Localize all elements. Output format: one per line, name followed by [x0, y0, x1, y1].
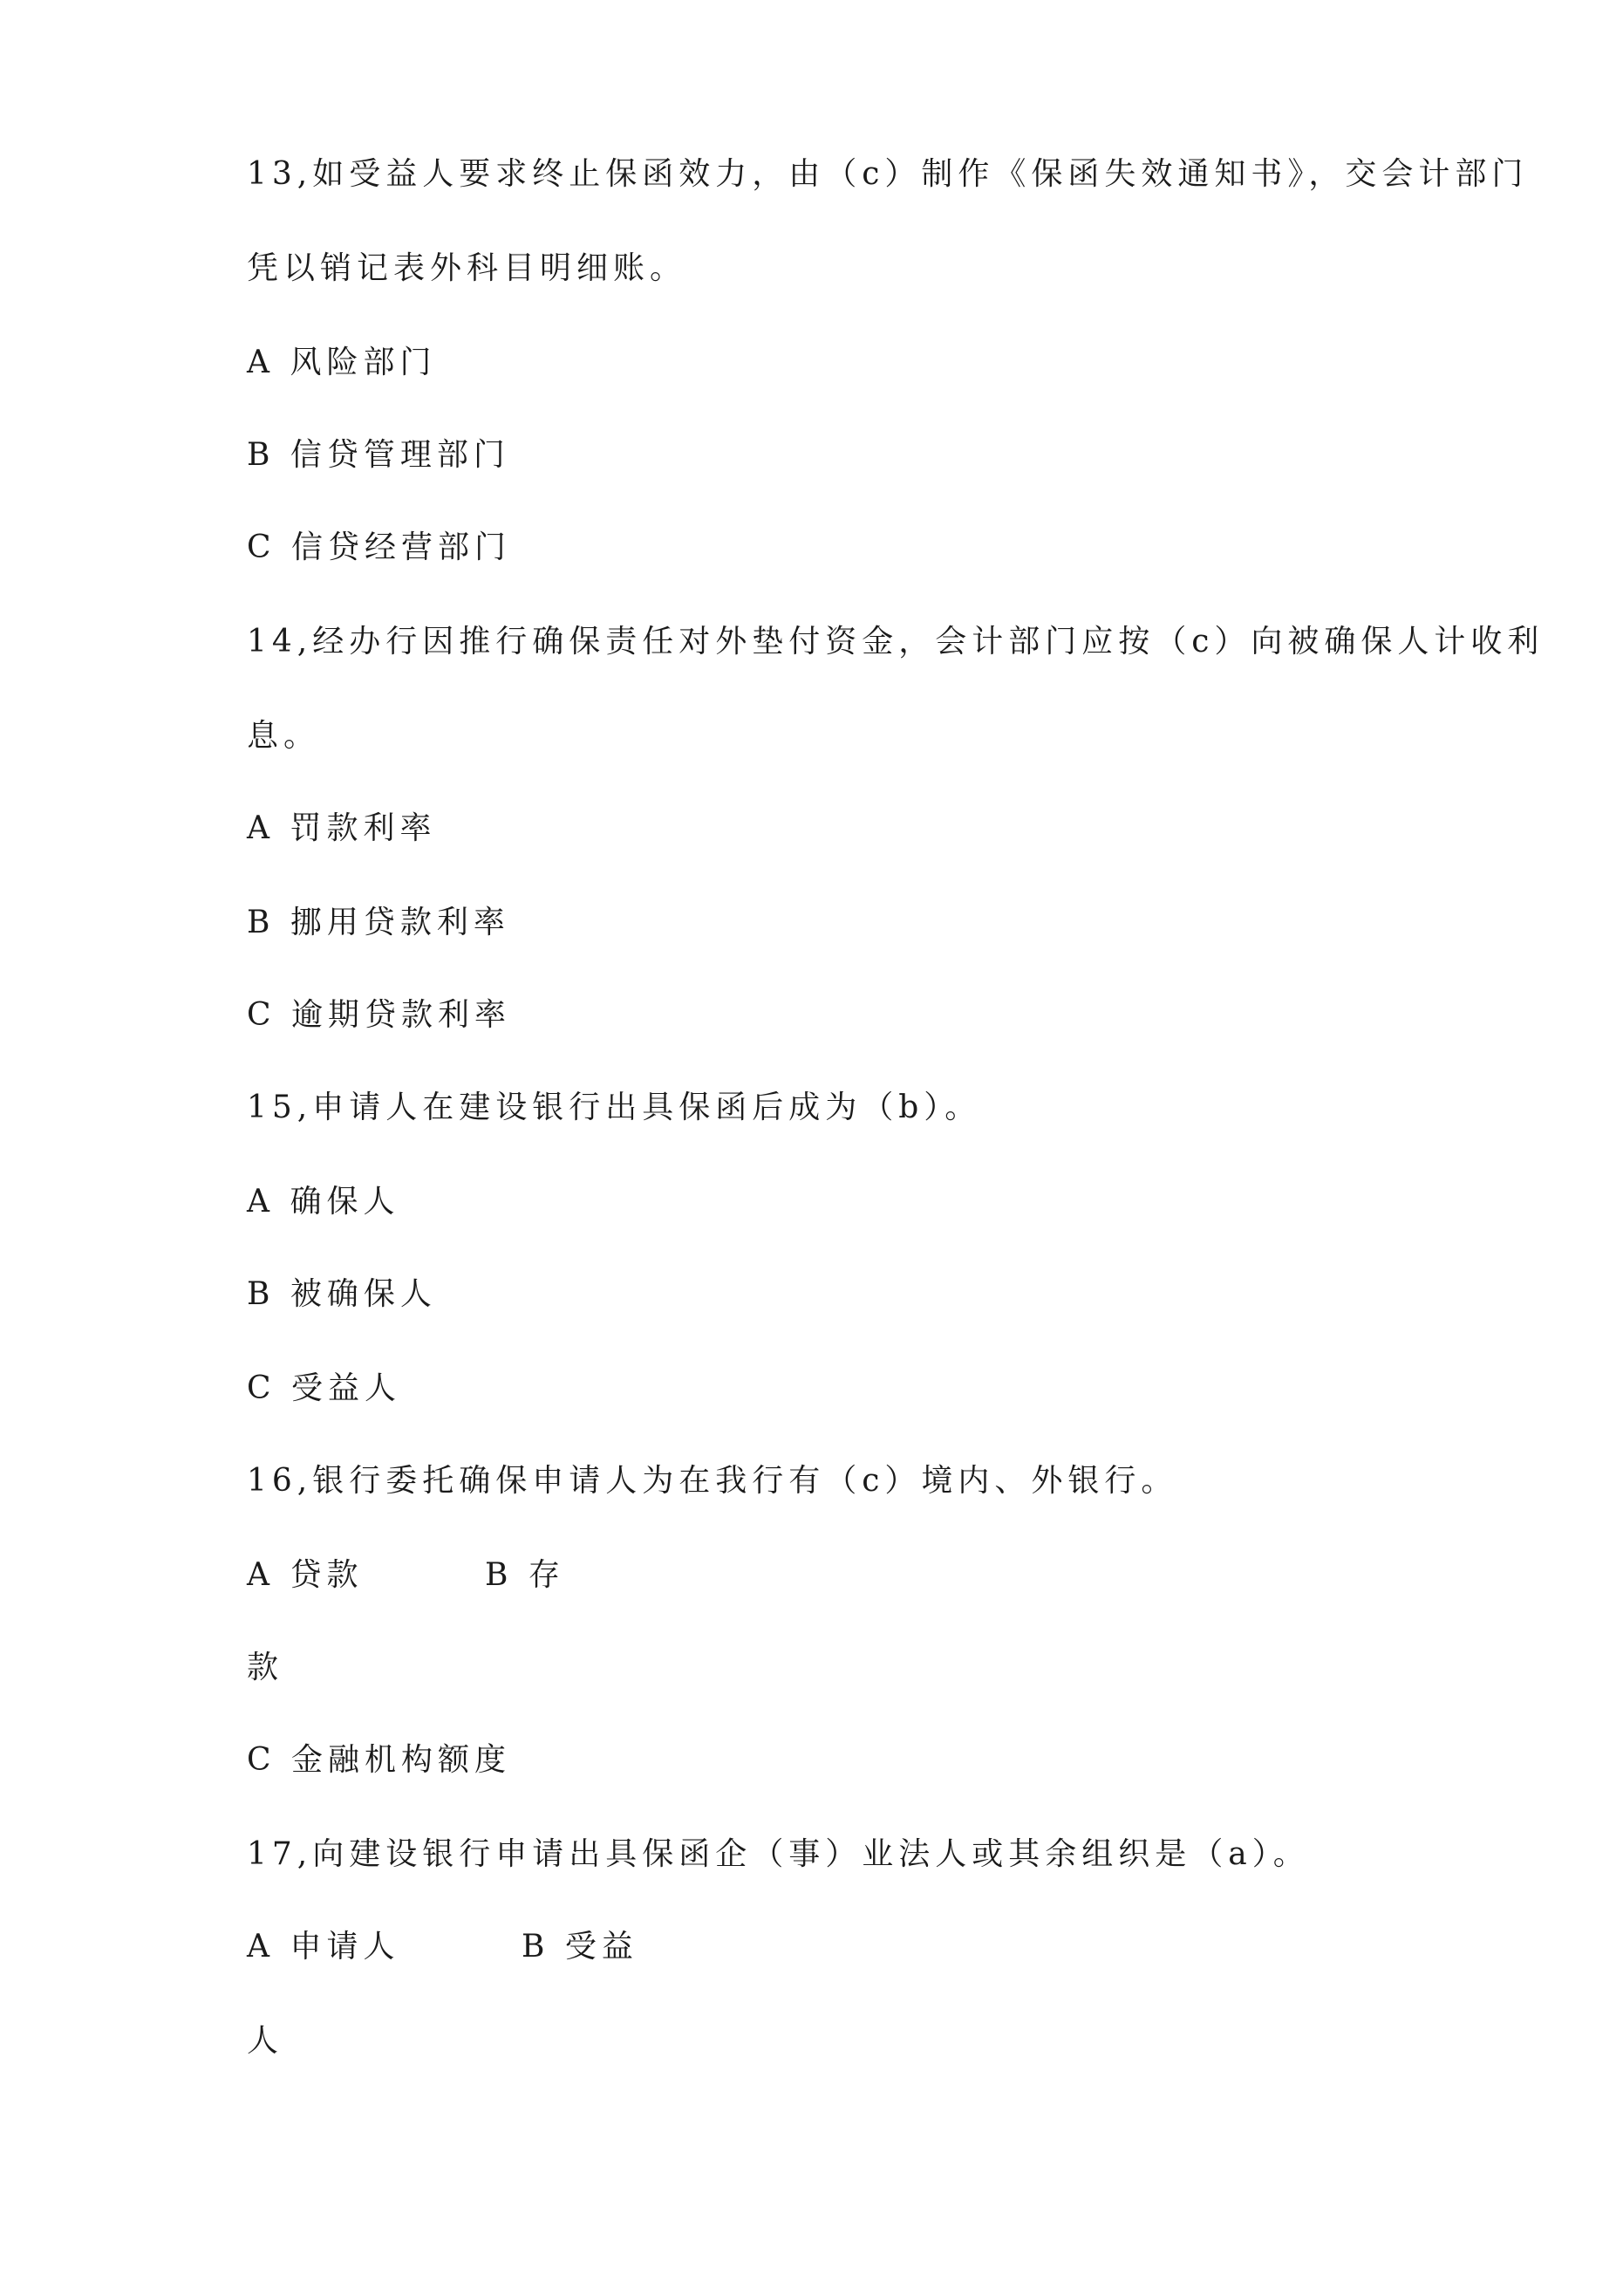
- question-14-option-c: C 逾期贷款利率: [247, 997, 511, 1033]
- question-14-line-2: 息。: [247, 718, 321, 754]
- question-13-line-1: 13,如受益人要求终止保函效力，由（c）制作《保函失效通知书》，交会计部门: [247, 156, 1529, 192]
- question-13-option-b: B 信贷管理部门: [247, 437, 510, 473]
- question-17-options-ab: A 申请人 B 受益: [247, 1929, 638, 1965]
- question-13-line-2: 凭以销记表外科目明细账。: [247, 250, 687, 286]
- question-16-option-c: C 金融机构额度: [247, 1742, 511, 1778]
- question-16-line-1: 16,银行委托确保申请人为在我行有（c）境内、外银行。: [247, 1463, 1178, 1499]
- question-15-option-a: A 确保人: [247, 1184, 400, 1220]
- question-13-option-c: C 信贷经营部门: [247, 530, 511, 565]
- question-16-options-ab: A 贷款 B 存: [247, 1557, 565, 1593]
- question-17-options-ab-wrap: 人: [247, 2023, 284, 2059]
- question-14-option-a: A 罚款利率: [247, 810, 437, 846]
- question-13-option-a: A 风险部门: [247, 345, 437, 380]
- question-15-line-1: 15,申请人在建设银行出具保函后成为（b）。: [247, 1090, 982, 1125]
- question-15-option-c: C 受益人: [247, 1370, 401, 1406]
- question-17-line-1: 17,向建设银行申请出具保函企（事）业法人或其余组织是（a）。: [247, 1836, 1310, 1872]
- question-14-option-b: B 挪用贷款利率: [247, 905, 510, 940]
- question-14-line-1: 14,经办行因推行确保责任对外垫付资金，会计部门应按（c）向被确保人计收利: [247, 624, 1545, 659]
- question-16-options-ab-wrap: 款: [247, 1650, 284, 1685]
- question-15-option-b: B 被确保人: [247, 1276, 437, 1312]
